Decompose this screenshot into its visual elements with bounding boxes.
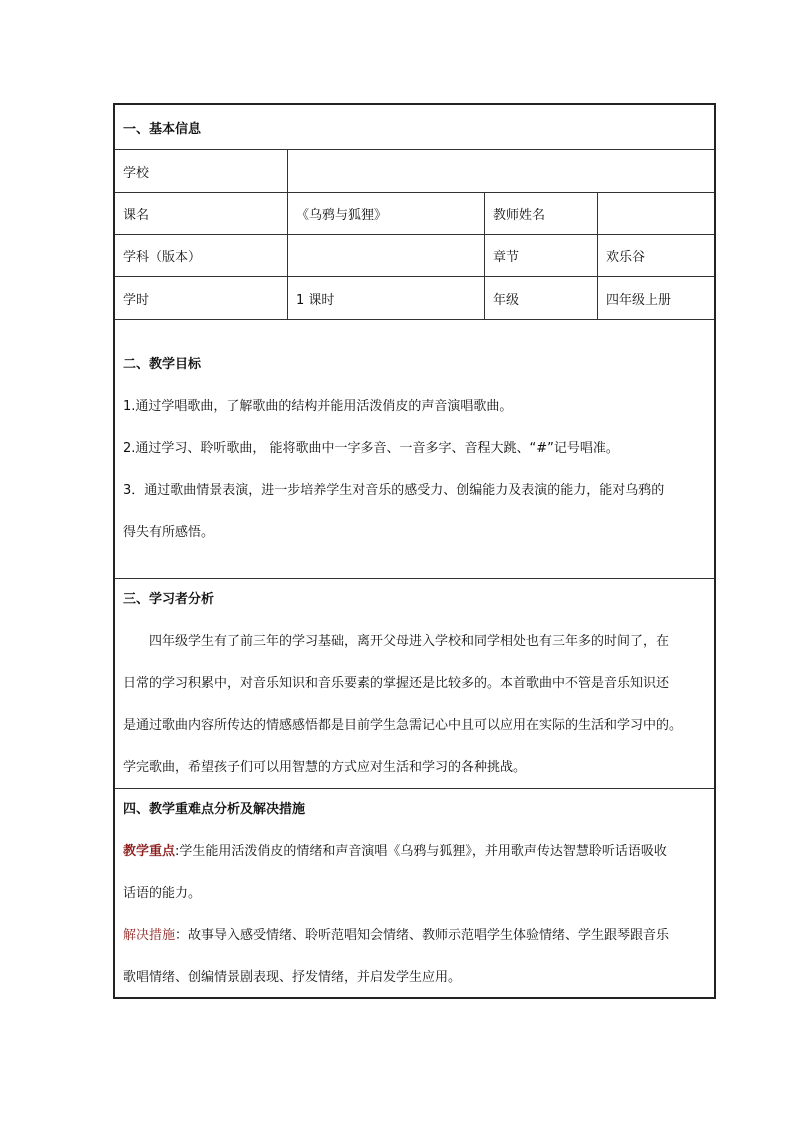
key-points-section <box>115 789 714 997</box>
course-label: 课名 <box>115 193 288 234</box>
objective-item-1: 1.通过学唱歌曲，了解歌曲的结构并能用活泼俏皮的声音演唱歌曲。 <box>123 399 513 414</box>
teacher-label: 教师姓名 <box>485 193 598 234</box>
solution-line-1 <box>123 915 706 957</box>
learner-analysis-line-2: 日常的学习积累中，对音乐知识和音乐要素的掌握还是比较多的。本首歌曲中不管是音乐知识还 <box>123 676 670 691</box>
learner-analysis-line-1: 四年级学生有了前三年的学习基础，离开父母进入学校和同学相处也有三年多的时间了，在 <box>149 634 670 649</box>
learner-analysis-line-3: 是通过歌曲内容所传达的情感感悟都是目前学生急需记心中且可以应用在实际的生活和学习中的。 <box>123 718 683 733</box>
objective-item-3: 3．通过歌曲情景表演，进一步培养学生对音乐的感受力、创编能力及表演的能力，能对乌鸦的 <box>123 483 665 498</box>
objectives-section <box>115 320 714 579</box>
objective-item-2: 2.通过学习、聆听歌曲， 能将歌曲中一字多音、一音多字、音程大跳、“#”记号唱准。 <box>123 441 619 456</box>
focus-text-1: :学生能用活泼俏皮的情绪和声音演唱《乌鸦与狐狸》，并用歌声传达智慧聆听话语吸收 <box>175 844 667 859</box>
teacher-value[interactable] <box>598 193 714 234</box>
basic-info-header-row <box>115 105 714 150</box>
focus-line-1 <box>123 831 706 873</box>
solution-text-1: ：故事导入感受情绪、聆听范唱知会情绪、教师示范唱学生体验情绪、学生跟琴跟音乐 <box>175 928 670 943</box>
subject-row <box>115 235 714 277</box>
learner-analysis-line-4: 学完歌曲，希望孩子们可以用智慧的方式应对生活和学习的各种挑战。 <box>123 760 527 775</box>
solution-line-2: 歌唱情绪、创编情景剧表现、抒发情绪，并启发学生应用。 <box>123 970 462 985</box>
learner-analysis-section <box>115 579 714 789</box>
basic-info-title: 一、基本信息 <box>123 121 202 137</box>
focus-line-2: 话语的能力。 <box>123 886 202 901</box>
key-points-title: 四、教学重难点分析及解决措施 <box>123 802 306 817</box>
objective-item-4: 得失有所感悟。 <box>123 525 215 540</box>
grade-value[interactable]: 四年级上册 <box>606 292 672 308</box>
grade-label: 年级 <box>485 277 598 319</box>
lesson-plan-table <box>113 103 716 999</box>
solution-label: 解决措施 <box>123 928 176 943</box>
hours-label: 学时 <box>115 277 288 319</box>
school-row <box>115 150 714 193</box>
hours-value[interactable]: 1 课时 <box>288 277 485 319</box>
learner-analysis-title: 三、学习者分析 <box>123 592 215 607</box>
school-label: 学校 <box>115 150 288 192</box>
school-value[interactable] <box>288 150 714 192</box>
focus-label: 教学重点 <box>123 844 176 859</box>
subject-label: 学科（版本） <box>115 235 288 276</box>
chapter-label: 章节 <box>485 235 598 276</box>
course-value[interactable]: 《乌鸦与狐狸》 <box>288 193 485 234</box>
chapter-value[interactable]: 欢乐谷 <box>606 250 646 265</box>
subject-value[interactable] <box>288 235 485 276</box>
hours-row <box>115 277 714 320</box>
objectives-title: 二、教学目标 <box>123 357 202 372</box>
course-row <box>115 193 714 235</box>
